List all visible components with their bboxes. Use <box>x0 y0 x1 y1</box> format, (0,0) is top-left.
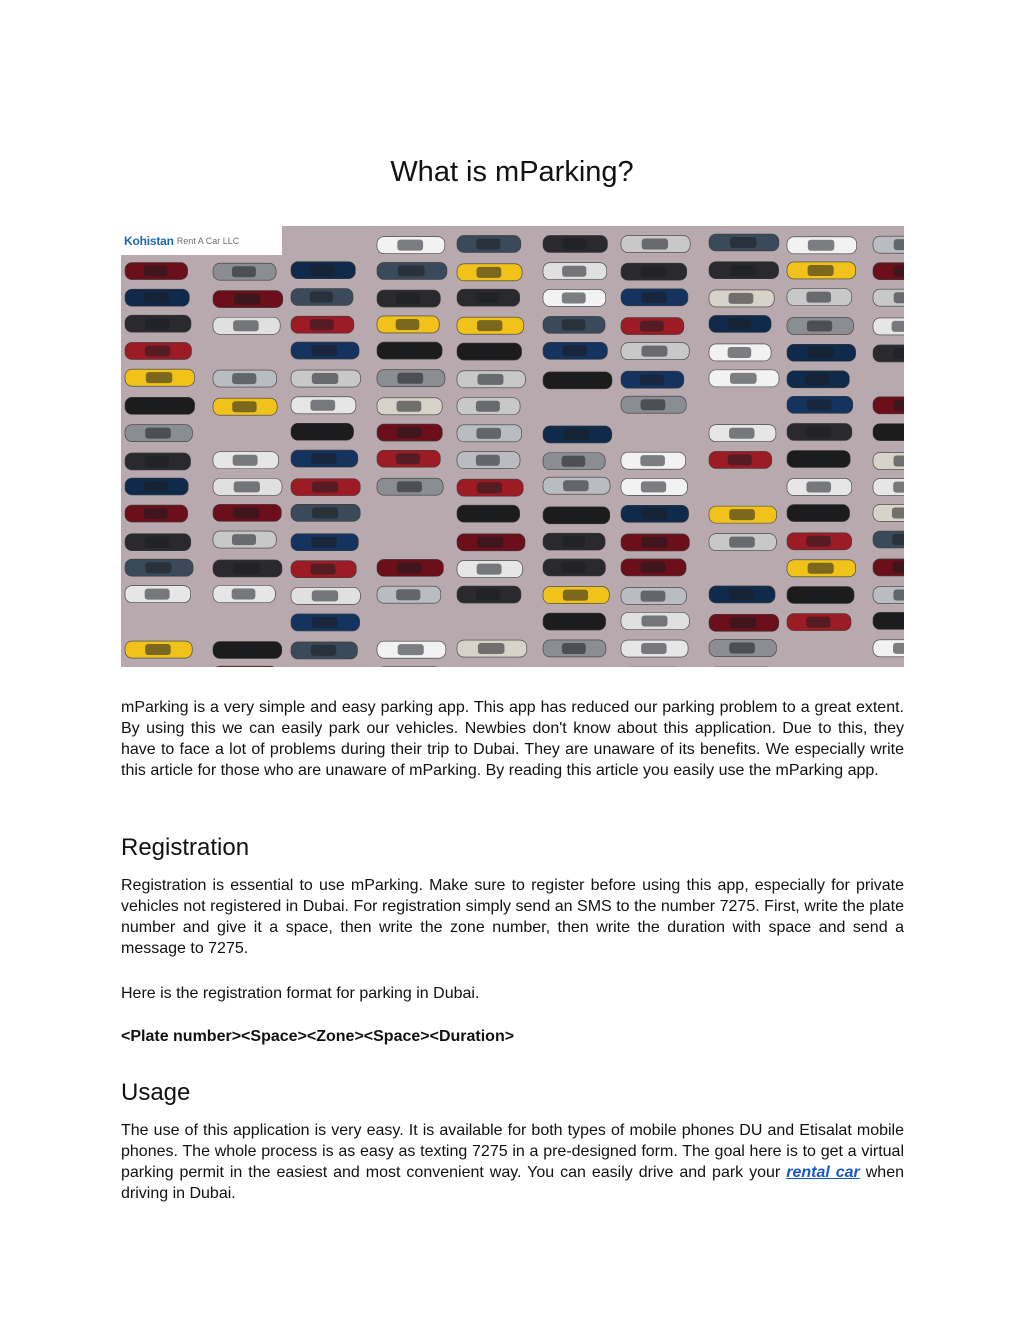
rental-car-link[interactable]: rental car <box>786 1164 860 1181</box>
registration-format: <Plate number><Space><Zone><Space><Duration> <box>121 1028 515 1045</box>
page-title: What is mParking? <box>390 156 634 188</box>
usage-paragraph <box>121 1120 904 1204</box>
usage-text-before-link: The use of this application is very easy. It is available for both types of mobile phones DU and Etisalat mobile phones. The whole process is as easy as texting 7275 in a pre-designed form. The goal here is to get a virtual parking permit in the easiest and most convenient way. You can easily drive and park your <box>121 1122 904 1181</box>
parking-lot-illustration <box>121 226 904 667</box>
registration-heading: Registration <box>121 834 250 861</box>
registration-text: Registration is essential to use mParking. Make sure to register before using this app, especially for private vehicles not registered in Dubai. For registration simply send an SMS to the number 7275. First, write the plate number and give it a space, then write the zone number, then write the duration with space and send a message to 7275. <box>121 877 904 957</box>
parking-lot-image <box>121 226 904 667</box>
usage-text-after-link: when driving in Dubai. <box>121 1164 904 1202</box>
registration-section <box>121 875 904 959</box>
format-intro-text: Here is the registration format for parking in Dubai. <box>121 985 480 1002</box>
intro-text: mParking is a very simple and easy parking app. This app has reduced our parking problem to a great extent. By using this we can easily park our vehicles. Newbies don't know about this application. Due to this, they have to face a lot of problems during their trip to Dubai. They are unaware of its benefits. We especially write this article for those who are unaware of mParking. By reading this article you easily use the mParking app. <box>121 699 904 779</box>
intro-paragraph <box>121 697 904 781</box>
usage-section <box>121 1120 904 1204</box>
company-logo <box>121 226 282 255</box>
logo-main-text: Kohistan <box>124 233 174 248</box>
format-intro-block <box>121 983 904 1004</box>
usage-heading: Usage <box>121 1079 191 1106</box>
logo-sub-text: Rent A Car LLC <box>176 235 240 246</box>
format-block <box>121 1026 904 1047</box>
